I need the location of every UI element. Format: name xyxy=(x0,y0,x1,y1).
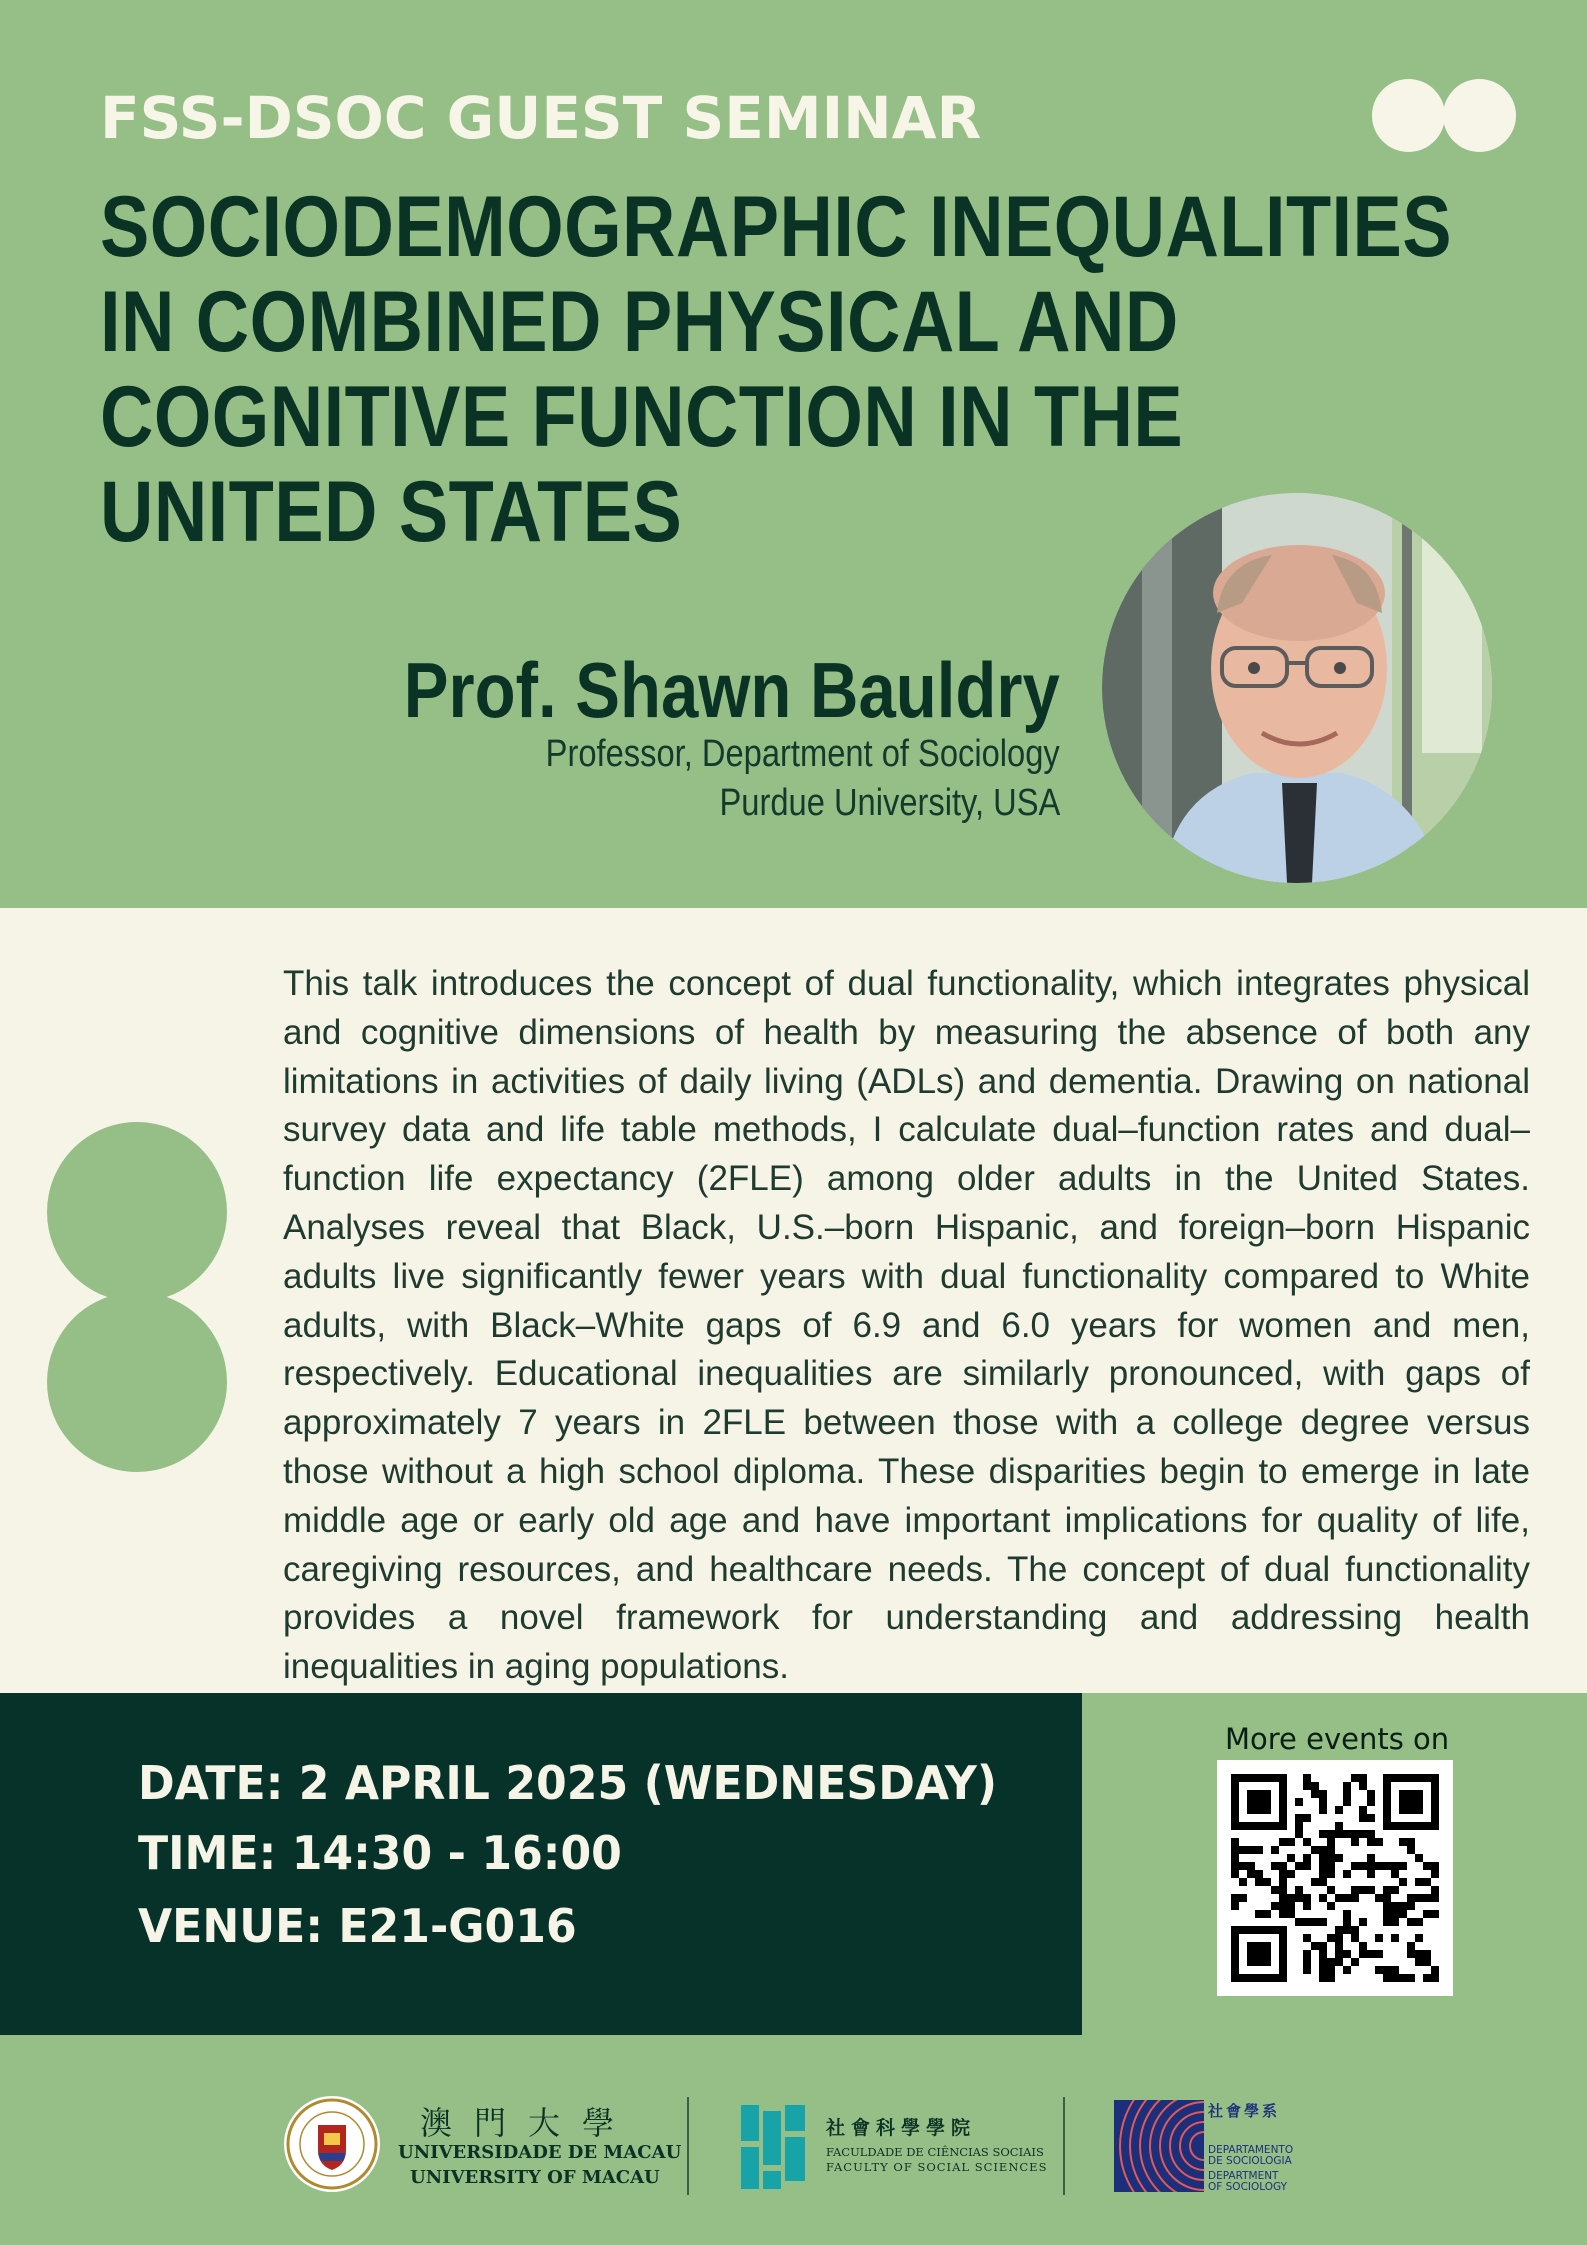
decorative-circle-bottom xyxy=(47,1292,227,1472)
speaker-institution: Purdue University, USA xyxy=(719,782,1060,824)
fss-name-chinese: 社會科學學院 xyxy=(826,2117,977,2139)
dsoc-logo-icon xyxy=(1114,2100,1204,2192)
logo-divider xyxy=(1063,2097,1065,2195)
dsoc-name-english: DEPARTMENT xyxy=(1208,2170,1279,2182)
title-line: COGNITIVE FUNCTION IN THE xyxy=(100,369,1184,465)
decorative-circle-top xyxy=(47,1122,227,1302)
dsoc-name-english: OF SOCIOLOGY xyxy=(1208,2181,1288,2193)
speaker-name: Prof. Shawn Bauldry xyxy=(403,646,1060,734)
logo-divider xyxy=(687,2097,689,2195)
dsoc-name-portuguese: DE SOCIOLOGIA xyxy=(1208,2155,1292,2167)
dot-left xyxy=(1372,79,1445,152)
more-events-label: More events on xyxy=(1225,1722,1450,1756)
abstract-text: This talk introduces the concept of dual functionality, which integrates physical and cognitive dimensions of health by measuring the absence of both any limitations in activities of daily living (ADLs) and dementia. Drawing on national survey data and life table methods, I calculate dual–function rates and dual–function life expectancy (2FLE) among older adults in the United States. Analyses reveal that Black, U.S.–born Hispanic, and foreign–born Hispanic adults live significantly fewer years with dual functionality compared to White adults, with Black–White gaps of 6.9 and 6.0 years for women and men, respectively. Educational inequalities are similarly pronounced, with gaps of approximately 7 years in 2FLE between those with a college degree versus those without a high school diploma. These disparities begin to emerge in late middle age or early old age and have important implications for quality of life, caregiving resources, and healthcare needs. The concept of dual functionality provides a novel framework for understanding and addressing health inequalities in aging populations. xyxy=(283,964,1530,1687)
title-line: SOCIODEMOGRAPHIC INEQUALITIES xyxy=(100,179,1453,275)
um-name-chinese: 澳門大學 xyxy=(420,2104,637,2142)
dot-right xyxy=(1443,79,1516,152)
um-name-portuguese: UNIVERSIDADE DE MACAU xyxy=(398,2142,682,2163)
seminar-kicker: FSS-DSOC GUEST SEMINAR xyxy=(100,84,982,152)
decorative-dots xyxy=(1372,79,1517,152)
dsoc-name-chinese: 社會學系 xyxy=(1208,2102,1281,2120)
dsoc-name-portuguese: DEPARTAMENTO xyxy=(1208,2144,1294,2156)
fss-logo-icon xyxy=(737,2101,809,2193)
speaker-position: Professor, Department of Sociology xyxy=(545,733,1060,775)
event-venue: VENUE: E21-G016 xyxy=(138,1899,577,1953)
event-time: TIME: 14:30 - 16:00 xyxy=(138,1826,622,1880)
um-name-english: UNIVERSITY OF MACAU xyxy=(410,2167,660,2188)
event-date: DATE: 2 APRIL 2025 (WEDNESDAY) xyxy=(138,1756,998,1810)
fss-name-portuguese: FACULDADE DE CIÊNCIAS SOCIAIS xyxy=(826,2145,1044,2159)
title-line: IN COMBINED PHYSICAL AND xyxy=(100,274,1179,370)
university-of-macau-seal-icon xyxy=(283,2095,381,2193)
title-line: UNITED STATES xyxy=(100,464,683,560)
fss-name-english: FACULTY OF SOCIAL SCIENCES xyxy=(826,2160,1048,2174)
speaker-photo xyxy=(1102,493,1492,883)
qr-code-icon[interactable] xyxy=(1217,1760,1453,1996)
